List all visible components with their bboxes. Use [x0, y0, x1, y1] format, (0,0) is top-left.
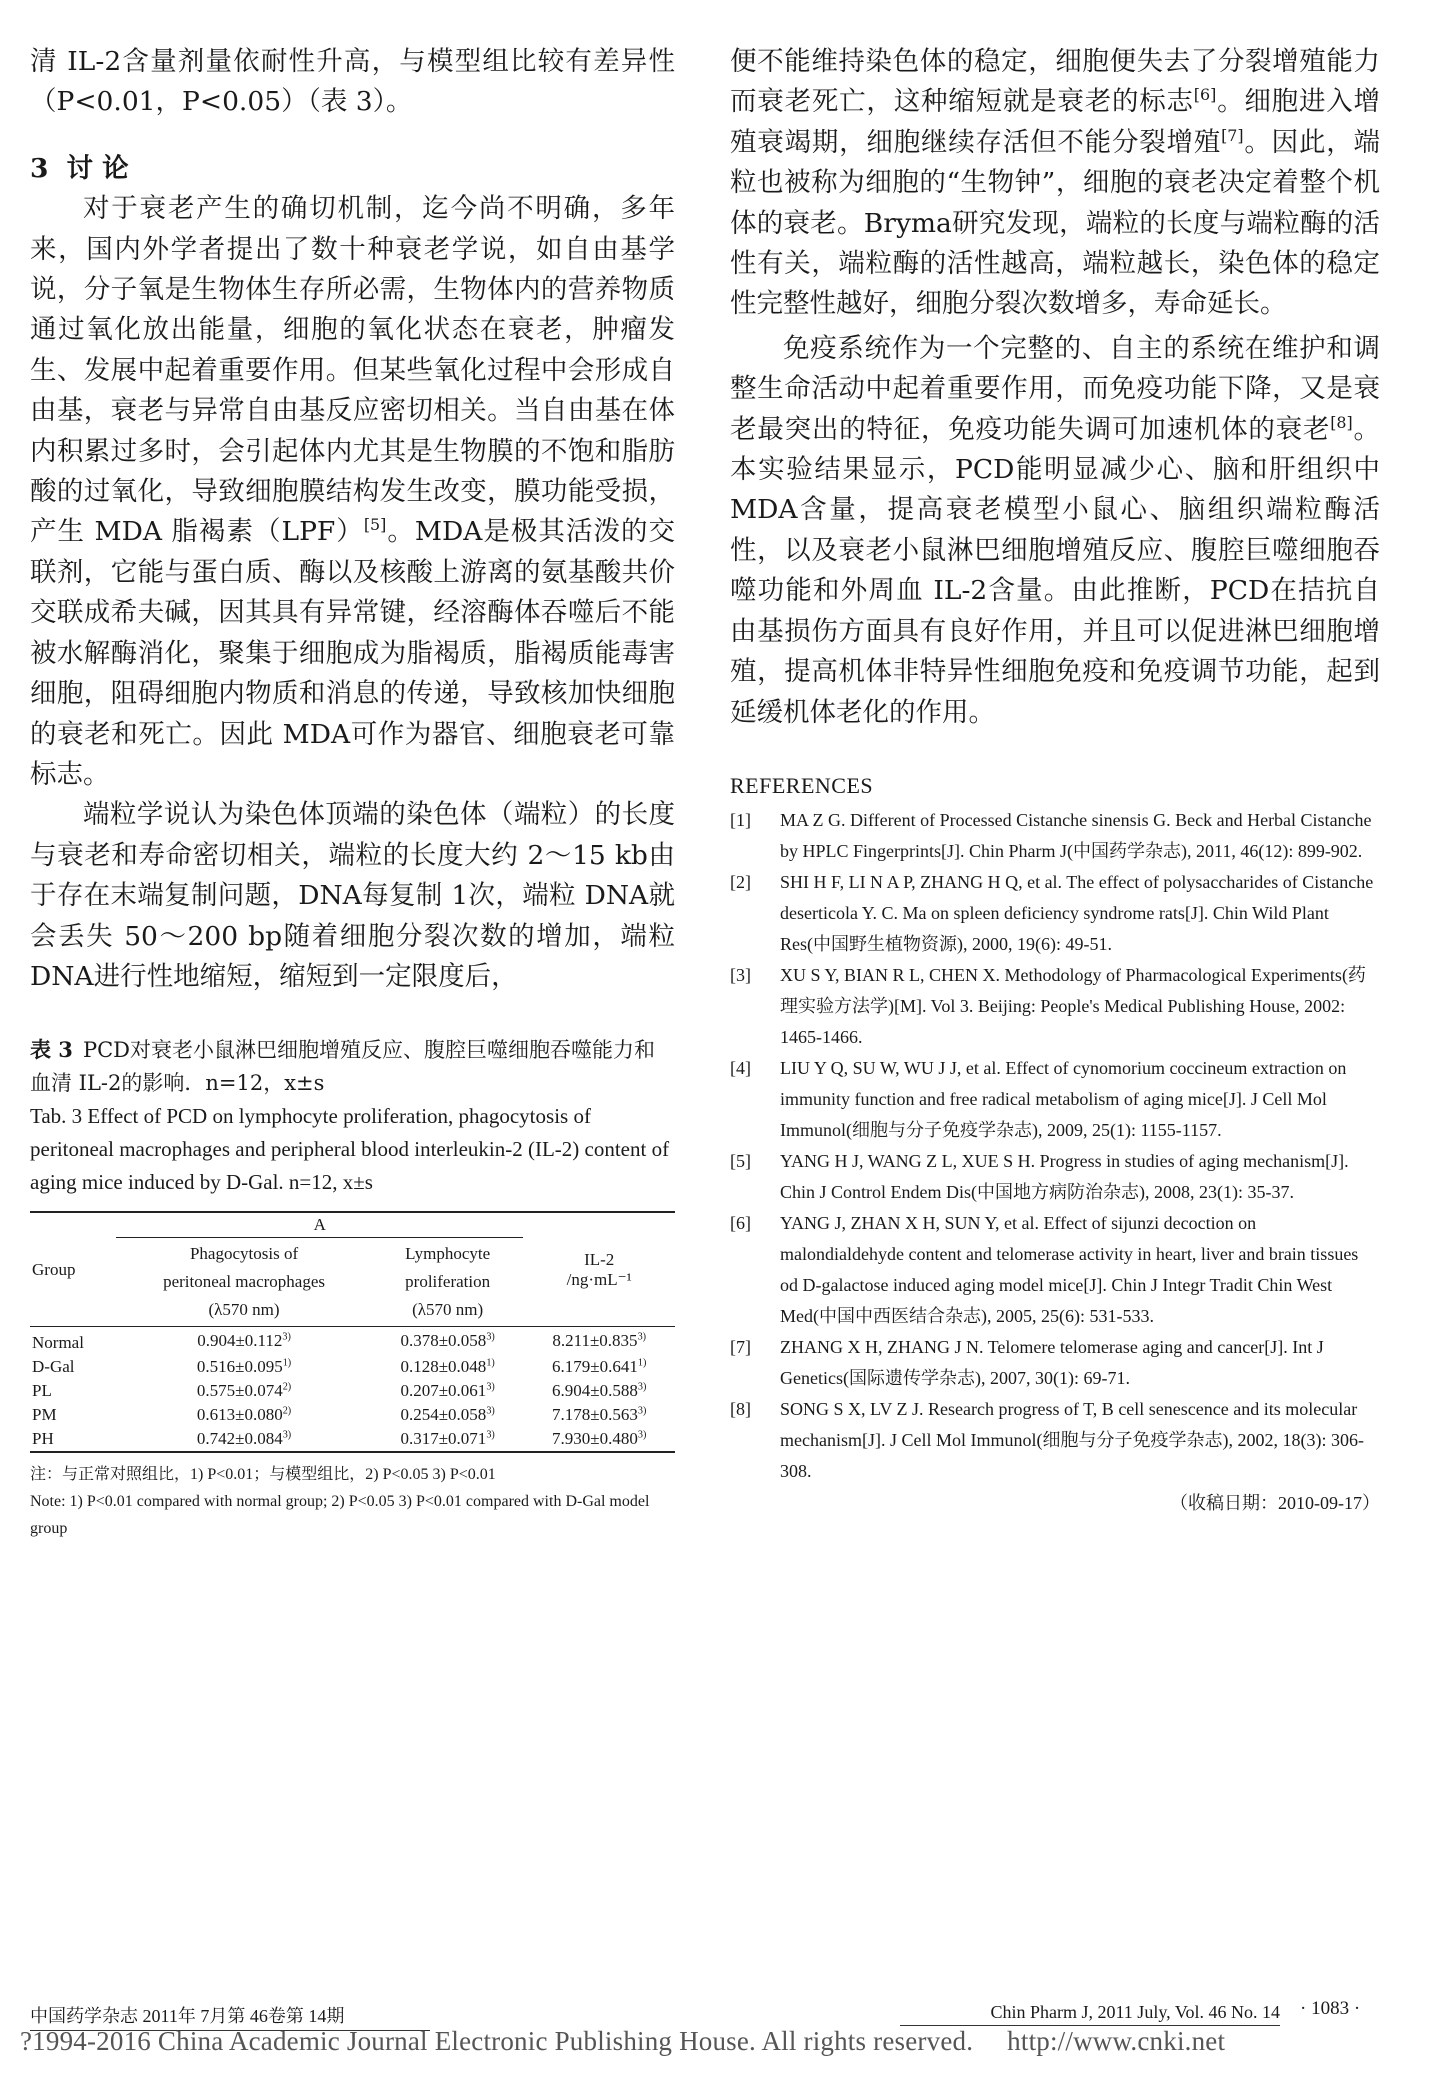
significance-mark: 3) [486, 1405, 495, 1417]
reference-number: [2] [730, 871, 751, 892]
reference-text: YANG H J, WANG Z L, XUE S H. Progress in studies of aging mechanism[J]. Chin J Control Endem Dis(中国地方病防治杂志), 2008, 23(1): 35-37. [780, 1150, 1349, 1202]
citation: [5] [363, 515, 387, 535]
cell-lymphocyte: $0.378\pm 0.058^{3)}$ [400, 1331, 495, 1351]
page-number: · 1083 · [1300, 1998, 1361, 2019]
section-number: 3 [30, 152, 49, 184]
reference-number: [5] [730, 1150, 751, 1171]
significance-mark: 3) [637, 1405, 647, 1417]
reference-item [730, 805, 1380, 867]
significance-mark: 3) [486, 1381, 495, 1393]
footer-journal-en: Chin Pharm J, 2011 July, Vol. 46 No. 14 [900, 2002, 1280, 2026]
cell-lymphocyte: $0.207\pm 0.061^{3)}$ [400, 1381, 495, 1401]
cell-il2: $6.179\pm 0.641^{1)}$ [552, 1357, 647, 1377]
copyright-line: ?1994-2016 China Academic Journal Electronic Publishing House. All rights reserved. http://www.cnki.net [20, 2026, 1226, 2056]
row-group: PL [32, 1381, 52, 1401]
reference-item [730, 1208, 1380, 1332]
reference-number: [8] [730, 1398, 751, 1419]
header-group: Group [32, 1259, 76, 1279]
table-note-en: Note: 1) P<0.01 compared with normal group; 2) P<0.05 3) P<0.01 compared with D-Gal model group [30, 1493, 650, 1538]
references-list [730, 805, 1380, 1487]
significance-mark: 3) [282, 1429, 292, 1441]
row-group: PH [32, 1429, 54, 1449]
reference-text: XU S Y, BIAN R L, CHEN X. Methodology of Pharmacological Experiments(药理实验方法学)[M]. Vol 3. Beijing: People's Medical Publishing House, 2002: 1465-1466. [780, 964, 1366, 1047]
significance-mark: 3) [637, 1429, 647, 1441]
paragraph-continuation-right: 便不能维持染色体的稳定，细胞便失去了分裂增殖能力而衰老死亡，这种缩短就是衰老的标志[6]。细胞进入增殖衰竭期，细胞继续存活但不能分裂增殖[7]。因此，端粒也被称为细胞的“生物钟”，细胞的衰老决定着整个机体的衰老。Bryma研究发现，端粒的长度与端粒酶的活性有关，端粒酶的活性越高，端粒越长，染色体的稳定性完整性越好，细胞分裂次数增多，寿命延长。 [730, 46, 1381, 320]
paragraph-continuation: 清 IL-2含量剂量依耐性升高，与模型组比较有差异性（P<0.01，P<0.05）（表 3）。 [30, 46, 675, 118]
section-heading [30, 149, 675, 189]
table-3 [30, 1033, 675, 1542]
cell-lymphocyte: $0.317\pm 0.071^{3)}$ [400, 1429, 495, 1449]
reference-number: [6] [730, 1212, 751, 1233]
cell-il2: $7.930\pm 0.480^{3)}$ [552, 1429, 647, 1449]
row-group: Normal [32, 1333, 84, 1353]
significance-mark: 3) [486, 1429, 495, 1441]
reference-text: SHI H F, LI N A P, ZHANG H Q, et al. The effect of polysaccharides of Cistanche deserticola Y. C. Ma on spleen deficiency syndrome rats[J]. Chin Wild Plant Res(中国野生植物资源), 2000, 19(6): 49-51. [780, 871, 1374, 954]
reference-text: YANG J, ZHAN X H, SUN Y, et al. Effect of sijunzi decoction on malondialdehyde content and telomerase activity in heart, liver and brain tissues od D-galactose induced aging model mice[J]. Chin J Integr Tradit Chin West Med(中国中西医结合杂志), 2005, 25(6): 531-533. [780, 1212, 1359, 1326]
header-il2: IL-2 /ng·mL⁻¹ [566, 1249, 632, 1289]
table-row [30, 1403, 675, 1427]
reference-item [730, 1394, 1380, 1487]
table-row [30, 1379, 675, 1403]
left-column [30, 42, 675, 1542]
significance-mark: 2) [282, 1405, 292, 1417]
row-group: PM [32, 1405, 57, 1425]
citation: [8] [1330, 412, 1353, 432]
significance-mark: 3) [282, 1331, 291, 1343]
reference-item [730, 1332, 1380, 1394]
significance-mark: 3) [637, 1331, 647, 1343]
reference-item [730, 1053, 1380, 1146]
table-note-cn: 注：与正常对照组比，1) P<0.01；与模型组比，2) P<0.05 3) P<0.01 [30, 1466, 496, 1484]
table-row [30, 1427, 675, 1452]
reference-number: [7] [730, 1336, 751, 1357]
received-date: （收稿日期：2010-09-17） [1170, 1492, 1380, 1513]
reference-number: [3] [730, 964, 751, 985]
data-table [30, 1211, 675, 1453]
section-title: 讨 论 [66, 152, 129, 184]
references-heading: REFERENCES [730, 772, 874, 798]
cell-lymphocyte: $0.128\pm 0.048^{1)}$ [400, 1357, 495, 1377]
significance-mark: 1) [486, 1357, 495, 1369]
header-lymphocyte: Lymphocyte proliferation (λ570 nm) [405, 1244, 491, 1320]
significance-mark: 1) [282, 1357, 292, 1369]
reference-text: ZHANG X H, ZHANG J N. Telomere telomerase aging and cancer[J]. Int J Genetics(国际遗传学杂志), 2007, 30(1): 69-71. [780, 1336, 1324, 1388]
citation: [7] [1221, 125, 1244, 145]
cell-phagocytosis: $0.516\pm 0.095^{1)}$ [196, 1357, 292, 1377]
cnki-link[interactable]: http://www.cnki.net [1007, 2026, 1226, 2056]
reference-text: MA Z G. Different of Processed Cistanche sinensis G. Beck and Herbal Cistanche by HPLC Fingerprints[J]. Chin Pharm J(中国药学杂志), 2011, 46(12): 899-902. [780, 809, 1372, 861]
cell-phagocytosis: $0.904\pm 0.112^{3)}$ [197, 1331, 291, 1351]
header-phagocytosis: Phagocytosis of peritoneal macrophages (λ570 nm) [163, 1244, 325, 1320]
significance-mark: 2) [282, 1381, 292, 1393]
reference-number: [4] [730, 1057, 751, 1078]
right-column [730, 42, 1380, 1515]
cell-il2: $6.904\pm 0.588^{3)}$ [552, 1381, 647, 1401]
reference-text: LIU Y Q, SU W, WU J J, et al. Effect of cynomorium coccineum extraction on immunity function and free radical metabolism of aging mice[J]. J Cell Mol Immunol(细胞与分子免疫学杂志), 2009, 25(1): 1155-1157. [780, 1057, 1347, 1140]
table-caption-en: Tab. 3 Effect of PCD on lymphocyte proliferation, phagocytosis of peritoneal macrophages and peripheral blood interleukin-2 (IL-2) content of aging mice induced by D-Gal. n=12, x±s [30, 1104, 670, 1195]
reference-item [730, 960, 1380, 1053]
significance-mark: 3) [637, 1381, 647, 1393]
cell-phagocytosis: $0.575\pm 0.074^{2)}$ [196, 1381, 292, 1401]
row-group: D-Gal [32, 1357, 75, 1377]
discussion-paragraph-1: 对于衰老产生的确切机制，迄今尚不明确，多年来，国内外学者提出了数十种衰老学说，如自由基学说，分子氧是生物体生存所必需，生物体内的营养物质通过氧化放出能量，细胞的氧化状态在衰老，肿瘤发生、发展中起着重要作用。但某些氧化过程中会形成自由基，衰老与异常自由基反应密切相关。当自由基在体内积累过多时，会引起体内尤其是生物膜的不饱和脂肪酸的过氧化，导致细胞膜结构发生改变，膜功能受损，产生 MDA 脂褐素（LPF）[5]。MDA是极其活泼的交联剂，它能与蛋白质、酶以及核酸上游离的氨基酸共价交联成希夫碱，因其具有异常键，经溶酶体吞噬后不能被水解酶消化，聚集于细胞成为脂褐质，脂褐质能毒害细胞，阻碍细胞内物质和消息的传递，导致核加快细胞的衰老和死亡。因此 MDA可作为器官、细胞衰老可靠标志。 [30, 193, 675, 790]
table-row [30, 1355, 675, 1379]
discussion-paragraph-2: 端粒学说认为染色体顶端的染色体（端粒）的长度与衰老和寿命密切相关，端粒的长度大约 2～15 kb由于存在末端复制问题，DNA每复制 1次，端粒 DNA就会丢失 50～200 bp随着细胞分裂次数的增加，端粒 DNA进行性地缩短，缩短到一定限度后， [30, 799, 675, 992]
header-a: A [116, 1212, 523, 1238]
reference-item [730, 867, 1380, 960]
significance-mark: 1) [637, 1357, 647, 1369]
table-caption-cn: 表 3 PCD对衰老小鼠淋巴细胞增殖反应、腹腔巨噬细胞吞噬能力和血清 IL-2的影响．n=12，x±s [30, 1037, 655, 1096]
cell-il2: $7.178\pm 0.563^{3)}$ [552, 1405, 647, 1425]
reference-item [730, 1146, 1380, 1208]
significance-mark: 3) [486, 1331, 495, 1343]
citation: [6] [1193, 85, 1217, 105]
cell-il2: $8.211\pm 0.835^{3)}$ [552, 1331, 647, 1351]
cell-lymphocyte: $0.254\pm 0.058^{3)}$ [400, 1405, 495, 1425]
discussion-paragraph-3: 免疫系统作为一个完整的、自主的系统在维护和调整生命活动中起着重要作用，而免疫功能下降，又是衰老最突出的特征，免疫功能失调可加速机体的衰老[8]。本实验结果显示，PCD能明显减少心、脑和肝组织中 MDA含量，提高衰老模型小鼠心、脑组织端粒酶活性，以及衰老小鼠淋巴细胞增殖反应、腹腔巨噬细胞吞噬功能和外周血 IL-2含量。由此推断，PCD在拮抗自由基损伤方面具有良好作用，并且可以促进淋巴细胞增殖，提高机体非特异性细胞免疫和免疫调节功能，起到延缓机体老化的作用。 [730, 332, 1381, 728]
reference-text: SONG S X, LV Z J. Research progress of T, B cell senescence and its molecular mechanism[J]. J Cell Mol Immunol(细胞与分子免疫学杂志), 2002, 18(3): 306-308. [780, 1398, 1364, 1481]
cell-phagocytosis: $0.742\pm 0.084^{3)}$ [196, 1429, 292, 1449]
reference-number: [1] [730, 809, 751, 830]
table-row [30, 1327, 675, 1356]
footer-journal-cn: 中国药学杂志 2011年 7月第 46卷第 14期 [30, 2002, 430, 2031]
cell-phagocytosis: $0.613\pm 0.080^{2)}$ [196, 1405, 292, 1425]
